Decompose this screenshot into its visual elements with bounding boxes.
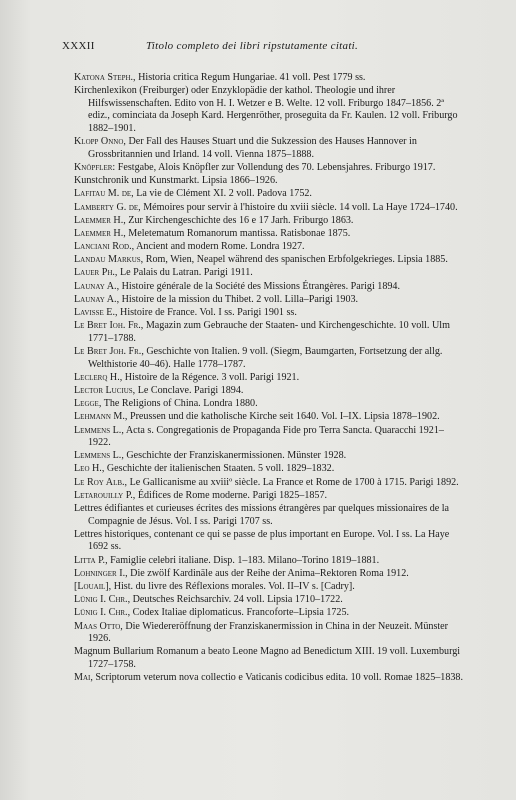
bibliography-entry (74, 85, 466, 135)
entry-author: Lemmens L., (74, 424, 124, 436)
bibliography-entry (74, 307, 466, 320)
entry-author: Laemmer H., (74, 214, 126, 226)
bibliography-entry (74, 162, 466, 175)
entry-text: Die zwölf Kardinäle aus der Reihe der Anima–Rektoren Roma 1912. (127, 567, 409, 579)
entry-text: Édifices de Rome moderne. Parigi 1825–1857. (135, 489, 328, 501)
entry-text: Le Palais du Latran. Parigi 1911. (117, 267, 253, 279)
bibliography-entry (74, 450, 466, 463)
entry-author: Launay A., (74, 293, 120, 305)
entry-author: Lauer Ph., (74, 267, 118, 279)
bibliography-entry (74, 241, 466, 254)
bibliography-entry (74, 202, 466, 215)
entry-text: Hist. du livre des Réflexions morales. Vol. II–IV s. [Cadry]. (111, 580, 355, 592)
entry-text: Der Fall des Hauses Stuart und die Sukzession des Hauses Hannover in Grossbritannien und Irland. 14 voll. Vienna 1875–1888. (88, 136, 417, 160)
entry-text: Famiglie celebri italiane. Disp. 1–183. Milano–Torino 1819–1881. (107, 554, 380, 566)
entry-author: Lehmann M., (74, 411, 128, 423)
bibliography-entry (74, 294, 466, 307)
bibliography-entry (74, 490, 466, 503)
entry-text: Histoire générale de la Société des Missions Étrangères. Parigi 1894. (119, 280, 400, 292)
entry-text: Kunstchronik und Kunstmarkt. Lipsia 1866–1926. (74, 175, 278, 187)
bibliography-entry (74, 529, 466, 554)
bibliography-entry (74, 568, 466, 581)
entry-author: Le Bret Ioh. Fr., (74, 320, 144, 332)
entry-text: Preussen und die katholische Kirche seit 1640. Vol. I–IX. Lipsia 1878–1902. (127, 411, 440, 423)
entry-text: La vie de Clément XI. 2 voll. Padova 1752. (133, 188, 312, 200)
entry-author: Lanciani Rod., (74, 241, 135, 253)
entry-author: Knöpfler: (74, 161, 116, 173)
entry-author: Litta P., (74, 554, 108, 566)
bibliography-entry (74, 425, 466, 450)
bibliography-entry (74, 503, 466, 528)
bibliography-entry (74, 463, 466, 476)
entry-author: Landau Markus, (74, 254, 144, 266)
entry-author: Klopp Onno, (74, 136, 126, 148)
bibliography-entry (74, 320, 466, 345)
entry-text: Historia critica Regum Hungariae. 41 voll. Pest 1779 ss. (135, 72, 366, 83)
entry-text: Rom, Wien, Neapel während des spanischen Erbfolgekrieges. Lipsia 1885. (143, 254, 448, 266)
entry-text: Histoire de la mission du Thibet. 2 voll. Lilla–Parigi 1903. (119, 293, 359, 305)
bibliography-entry (74, 136, 466, 161)
bibliography-entry (74, 398, 466, 411)
bibliography-entry (74, 281, 466, 294)
entry-author: Le Roy Alb., (74, 476, 128, 488)
entry-author: Leo H., (74, 463, 105, 475)
entry-author: Lemmens L., (74, 450, 124, 462)
entry-text: Geschichte der Franziskanermissionen. Münster 1928. (123, 450, 347, 462)
entry-author: [Louail], (74, 580, 112, 592)
bibliography-entry (74, 411, 466, 424)
entry-author: Laemmer H., (74, 227, 126, 239)
bibliography-entry (74, 607, 466, 620)
bibliography-entry (74, 555, 466, 568)
bibliography-entry (74, 175, 466, 188)
entry-author: Lohninger I., (74, 567, 128, 579)
entry-text: Mémoires pour servir à l'histoire du xviii siècle. 14 voll. La Haye 1724–1740. (140, 201, 458, 213)
entry-text: Deutsches Reichsarchiv. 24 voll. Lipsia 1710–1722. (130, 594, 343, 606)
bibliography-entry (74, 646, 466, 671)
entry-text: Die Wiedereröffnung der Franziskanermission in China in der Neuzeit. Münster 1926. (88, 620, 449, 645)
bibliography-entry (74, 385, 466, 398)
entry-text: Magnum Bullarium Romanum a beato Leone Magno ad Benedictum XIII. 19 voll. Luxemburgi 1727–1758. (74, 646, 461, 670)
entry-text: Ancient and modern Rome. Londra 1927. (134, 241, 305, 253)
entry-text: Le Gallicanisme au xviiiº siècle. La France et Rome de 1700 à 1715. Parigi 1892. (127, 476, 459, 488)
entry-author: Maas Otto, (74, 620, 123, 632)
bibliography-entry (74, 72, 466, 85)
bibliography-entry (74, 594, 466, 607)
bibliography-entry (74, 188, 466, 201)
entry-author: Le Bret Joh. Fr., (74, 345, 144, 357)
bibliography-entry (74, 346, 466, 371)
entry-author: Lamberty G. de, (74, 201, 141, 213)
bibliography-entry (74, 215, 466, 228)
entry-text: Geschichte von Italien. 9 voll. (Siegm, Baumgarten, Fortsetzung der allg. Welthistorie 40–46). Halle 1778–1787. (88, 345, 443, 370)
entry-text: Scriptorum veterum nova collectio e Vaticanis codicibus edita. 10 voll. Romae 1825–1838. (92, 672, 464, 684)
entry-author: Lünig I. Chr., (74, 607, 131, 619)
bibliography-entry (74, 372, 466, 385)
entry-text: Codex Italiae diplomaticus. Francoforte–Lipsia 1725. (130, 607, 350, 619)
entry-text: Lettres historiques, contenant ce qui se passe de plus important en Europe. Vol. I ss. La Haye 1692 ss. (74, 528, 450, 553)
entry-text: Festgabe, Alois Knöpfler zur Vollendung des 70. Lebensjahres. Friburgo 1917. (115, 161, 436, 173)
entry-author: Launay A., (74, 280, 120, 292)
entry-author: Letarouilly P., (74, 489, 136, 501)
bibliography-entry (74, 621, 466, 646)
bibliography-entry (74, 672, 466, 685)
entry-text: Acta s. Congregationis de Propaganda Fide pro Terra Sancta. Quaracchi 1921–1922. (88, 424, 444, 449)
entry-author: Lünig I. Chr., (74, 594, 131, 606)
running-title: Titolo completo dei libri ripstutamente citati. (146, 40, 359, 52)
entry-author: Mai, (74, 672, 93, 684)
bibliography-entry (74, 477, 466, 490)
entry-text: Lettres édifiantes et curieuses écrites des missions étrangères par quelques missionaires de la Compagnie de Jésus. Vol. I ss. Parigi 1707 ss. (74, 503, 450, 527)
entry-text: Histoire de la Régence. 3 voll. Parigi 1921. (122, 371, 300, 383)
entry-author: Katona Steph., (74, 72, 136, 83)
entry-text: Geschichte der italienischen Staaten. 5 voll. 1829–1832. (104, 463, 335, 475)
entry-text: Le Conclave. Parigi 1894. (135, 384, 244, 396)
entry-author: Lavisse E., (74, 307, 118, 318)
bibliography-entry (74, 267, 466, 280)
entry-text: Meletematum Romanorum mantissa. Ratisbonae 1875. (125, 227, 351, 239)
bibliography-list (74, 72, 466, 685)
bibliography-entry (74, 254, 466, 267)
entry-author: Lector Lucius, (74, 384, 136, 396)
entry-author: Lafitau M. de, (74, 188, 134, 200)
entry-text: The Religions of China. Londra 1880. (101, 398, 258, 410)
entry-text: Zur Kirchengeschichte des 16 e 17 Jarh. Friburgo 1863. (125, 214, 354, 226)
entry-text: Magazin zum Gebrauche der Staaten- und Kirchengeschichte. 10 voll. Ulm 1771–1788. (88, 320, 450, 344)
entry-text: Histoire de France. Vol. I ss. Parigi 1901 ss. (117, 307, 297, 318)
entry-author: Legge, (74, 398, 102, 410)
page-number: XXXII (62, 40, 95, 52)
bibliography-entry (74, 581, 466, 594)
entry-author: Leclerq H., (74, 371, 123, 383)
bibliography-entry (74, 228, 466, 241)
entry-text: Kirchenlexikon (Freiburger) oder Enzyklopädie der kathol. Theologie und ihrer Hilfswissenschaften. Edito von H. I. Wetzer e B. Welte. 12 voll. Friburgo 1847–1856. 2ª ediz., cominciata da Joseph Kard. Hergenröther, proseguita da Fr. Kaulen. 12 voll. Friburgo 1882–1901. (74, 85, 458, 134)
